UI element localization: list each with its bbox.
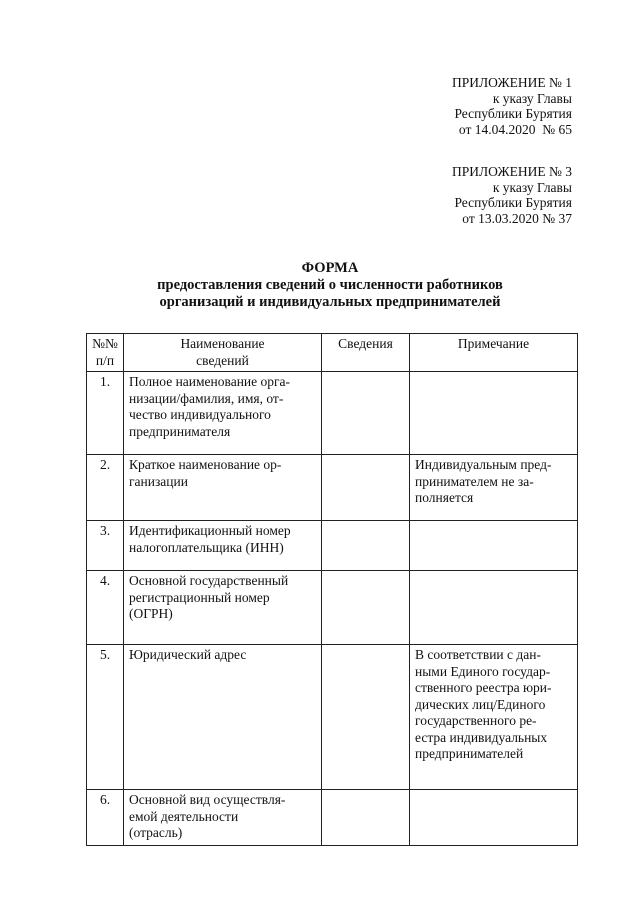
item-name-line: Основной вид осуществля- (129, 792, 286, 807)
row-number: 1. (87, 372, 124, 455)
item-name-line: предпринимателя (129, 423, 231, 439)
appendix-3-line: к указу Главы (492, 179, 572, 195)
appendix-3-line: ПРИЛОЖЕНИЕ № 3 (451, 164, 572, 179)
note-line: полняется (415, 490, 474, 505)
form-title (0, 260, 640, 311)
row-note-cell (410, 455, 578, 521)
appendix-3-line: от 13.03.2020 № 37 (462, 210, 572, 226)
note-line: государственного ре- (415, 713, 537, 728)
row-number: 3. (87, 521, 124, 571)
row-info-cell[interactable] (322, 790, 410, 846)
item-name-line: Юридический адрес (129, 647, 247, 662)
item-name-line: налогоплательщика (ИНН) (129, 539, 284, 555)
table-row (87, 455, 578, 521)
row-item-name (124, 521, 322, 571)
table-row (87, 521, 578, 571)
row-info-cell[interactable] (322, 372, 410, 455)
item-name-line: низации/фамилия, имя, от- (129, 390, 284, 406)
header-name (124, 334, 322, 372)
table-header-row (87, 334, 578, 372)
item-name-line: Полное наименование орга- (129, 374, 291, 389)
row-number: 6. (87, 790, 124, 846)
row-item-name (124, 455, 322, 521)
note-line: дических лиц/Единого (415, 696, 546, 712)
row-item-name (124, 645, 322, 790)
note-line: предпринимателей (415, 746, 524, 761)
item-name-line: ганизации (129, 473, 188, 489)
row-item-name (124, 790, 322, 846)
row-info-cell[interactable] (322, 645, 410, 790)
note-line: В соответствии с дан- (415, 647, 541, 662)
row-info-cell[interactable] (322, 455, 410, 521)
table-row (87, 372, 578, 455)
item-name-line: емой деятельности (129, 808, 239, 824)
appendix-1-block (452, 75, 572, 137)
header-name-line: сведений (196, 352, 249, 368)
note-line: естра индивидуальных (415, 729, 548, 745)
note-line: ными Единого государ- (415, 663, 551, 679)
form-table (86, 333, 578, 846)
row-number: 5. (87, 645, 124, 790)
appendix-1-line: к указу Главы (492, 90, 572, 106)
header-note: Примечание (410, 334, 578, 372)
row-note-cell (410, 645, 578, 790)
note-line: Индивидуальным пред- (415, 457, 552, 472)
item-name-line: (ОГРН) (129, 606, 173, 621)
row-number: 4. (87, 571, 124, 645)
row-number: 2. (87, 455, 124, 521)
header-num (87, 334, 124, 372)
row-item-name (124, 372, 322, 455)
row-info-cell[interactable] (322, 571, 410, 645)
note-line: принимателем не за- (415, 473, 534, 489)
item-name-line: Идентификационный номер (129, 523, 291, 538)
header-num-line: п/п (95, 352, 115, 368)
table-row (87, 645, 578, 790)
row-note-cell (410, 372, 578, 455)
appendix-3-line: Республики Бурятия (454, 195, 572, 210)
note-line: ственного реестра юри- (415, 680, 552, 695)
row-note-cell (410, 571, 578, 645)
form-subtitle-line: организаций и индивидуальных предпринимателей (159, 294, 501, 310)
form-subtitle-line: предоставления сведений о численности работников (157, 277, 503, 293)
row-note-cell (410, 521, 578, 571)
form-heading: ФОРМА (301, 260, 359, 276)
item-name-line: Краткое наименование ор- (129, 457, 282, 472)
table-row (87, 571, 578, 645)
header-info: Сведения (322, 334, 410, 372)
row-item-name (124, 571, 322, 645)
item-name-line: (отрасль) (129, 825, 183, 840)
appendix-1-line: Республики Бурятия (454, 106, 572, 121)
table-row (87, 790, 578, 846)
appendix-1-line: от 14.04.2020 № 65 (458, 121, 572, 137)
row-note-cell (410, 790, 578, 846)
appendix-3-block (452, 164, 572, 226)
appendix-1-line: ПРИЛОЖЕНИЕ № 1 (451, 75, 572, 90)
item-name-line: чество индивидуального (129, 407, 271, 422)
item-name-line: Основной государственный (129, 573, 289, 588)
header-num-line: №№ (92, 336, 118, 351)
item-name-line: регистрационный номер (129, 589, 270, 605)
row-info-cell[interactable] (322, 521, 410, 571)
header-name-line: Наименование (180, 336, 265, 351)
